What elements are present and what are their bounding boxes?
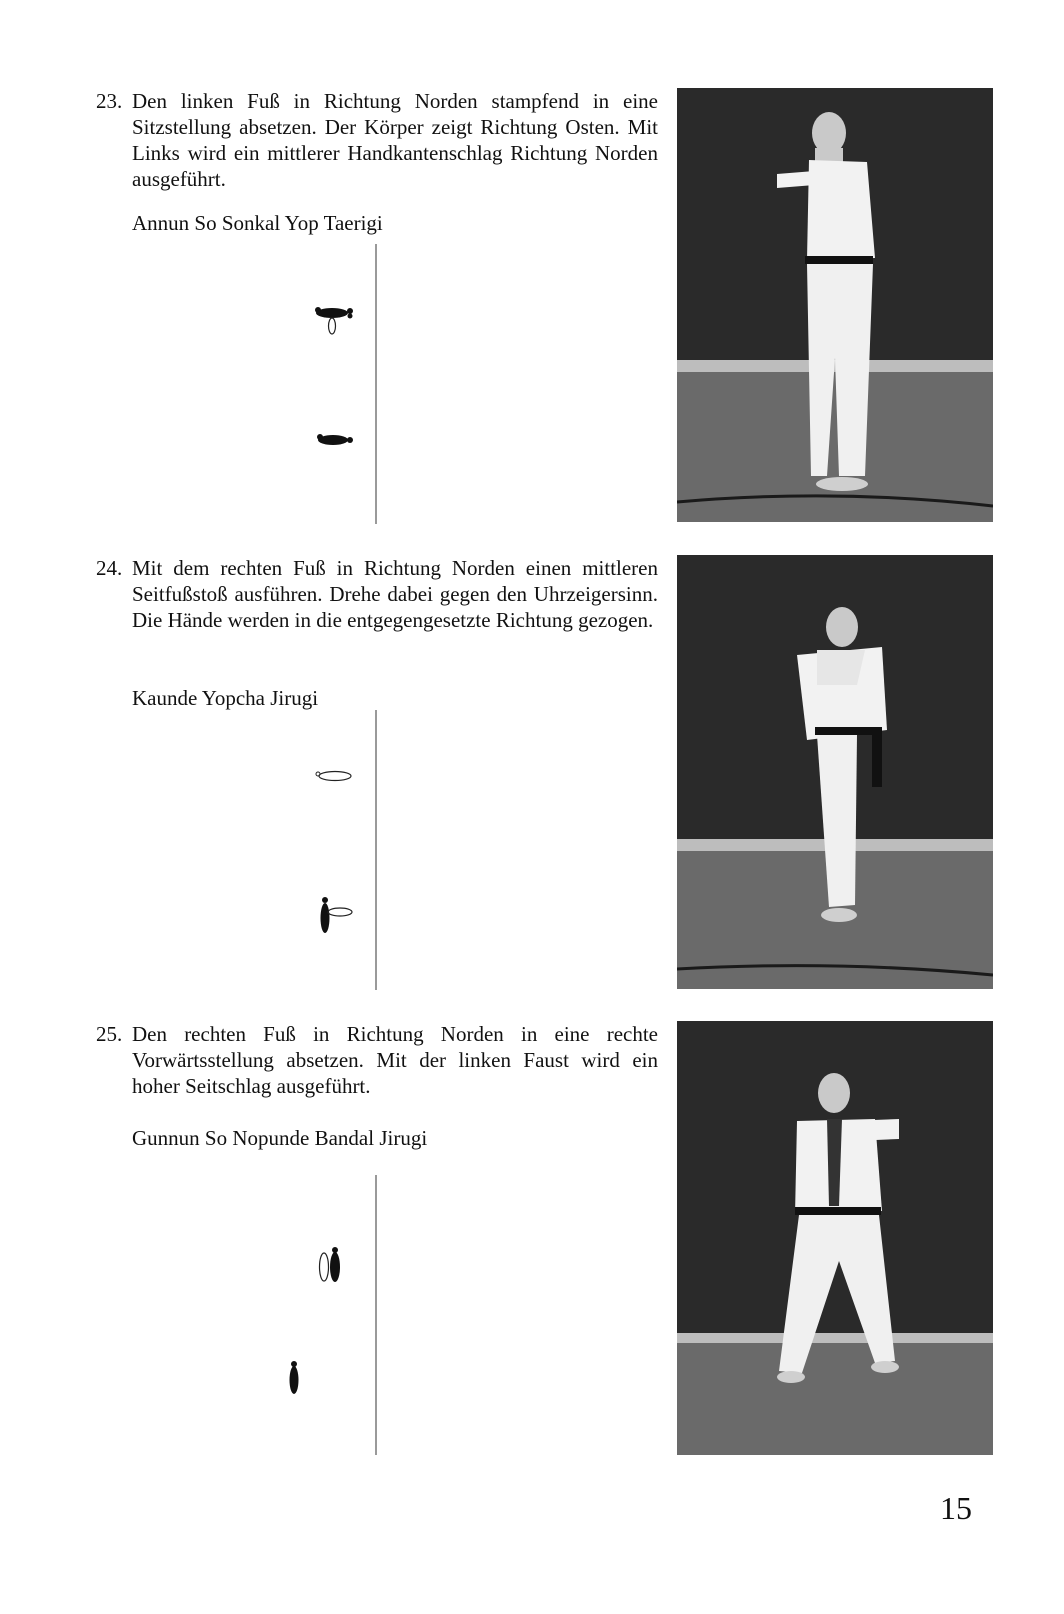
foot-outline-icon xyxy=(328,908,352,916)
footstep-diagram-25 xyxy=(270,1175,390,1455)
step-number: 25. xyxy=(96,1022,123,1046)
step-description: Den linken Fuß in Richtung Norden stampfend in eine Sitzstellung absetzen. Der Körper zeigt Richtung Osten. Mit Links wird ein mittlerer Handkantenschlag Richtung Norden ausgeführt. xyxy=(132,89,658,191)
technique-name: Gunnun So Nopunde Bandal Jirugi xyxy=(132,1126,428,1150)
foot-outline-icon xyxy=(320,1253,329,1281)
foot-black-icon xyxy=(317,434,353,445)
step-description: Mit dem rechten Fuß in Richtung Norden einen mittleren Seitfußstoß ausführen. Drehe dabei gegen den Uhrzeigersinn. Die Hände werden in die entgegengesetzte Richtung gezogen. xyxy=(132,556,658,632)
page-number: 15 xyxy=(940,1490,972,1526)
photo-step-23 xyxy=(677,88,993,522)
footstep-diagram-23 xyxy=(270,244,390,524)
foot-black-icon xyxy=(315,307,353,319)
foot-outline-icon xyxy=(329,318,336,334)
footstep-diagram-24 xyxy=(270,710,390,990)
foot-black-icon xyxy=(330,1247,340,1282)
technique-name: Annun So Sonkal Yop Taerigi xyxy=(132,211,383,235)
step-number: 24. xyxy=(96,556,123,580)
foot-black-icon xyxy=(290,1361,299,1394)
photo-step-25 xyxy=(677,1021,993,1455)
photo-step-24 xyxy=(677,555,993,989)
foot-black-icon xyxy=(321,897,330,933)
technique-name: Kaunde Yopcha Jirugi xyxy=(132,686,319,710)
step-description: Den rechten Fuß in Richtung Norden in eine rechte Vorwärtsstellung absetzen. Mit der linken Faust wird ein hoher Seitschlag ausgeführt. xyxy=(132,1022,658,1098)
foot-outline-icon xyxy=(316,772,351,781)
step-number: 23. xyxy=(96,89,123,113)
